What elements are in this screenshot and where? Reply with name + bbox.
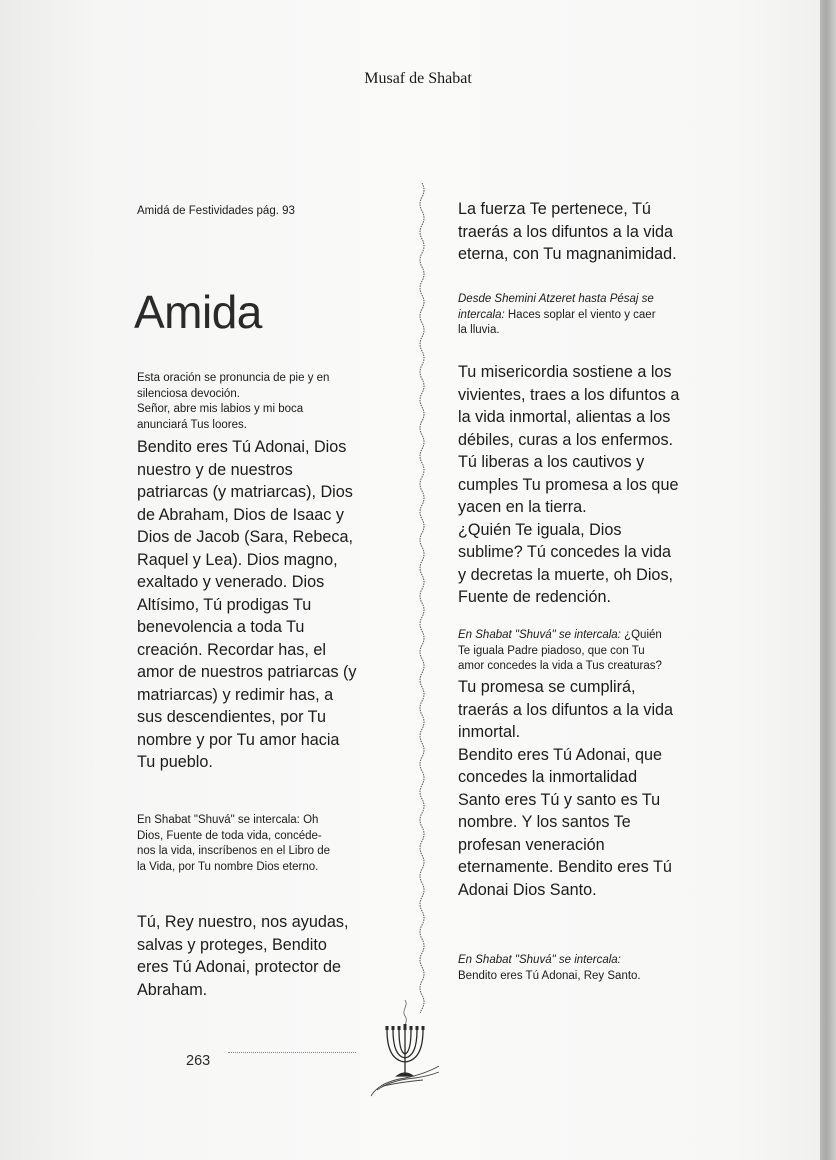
text-line: sus descendientes, por Tu — [137, 708, 326, 726]
text-line: Dios de Jacob (Sara, Rebeca, — [137, 528, 353, 546]
menorah-icon — [365, 1000, 445, 1100]
text-line: traerás a los difuntos a la vida — [458, 222, 674, 241]
text-line: Tú liberas a los cautivos y — [458, 453, 645, 471]
text-line: eternamente. Bendito eres Tú — [458, 858, 672, 876]
text-line: Tú, Rey nuestro, nos ayudas, — [137, 913, 349, 931]
blessing-protector — [137, 911, 348, 1001]
text-line: Tu promesa se cumplirá, — [458, 678, 636, 696]
text-line: amor de nuestros patriarcas (y — [137, 663, 357, 681]
intro-line: Señor, abre mis labios y mi boca — [137, 403, 304, 415]
text-line: concedes la inmortalidad — [458, 768, 638, 786]
text-line: Tu misericordia sostiene a los — [458, 363, 672, 381]
wavy-line — [420, 183, 424, 1013]
text-line: profesan veneración — [458, 835, 605, 854]
note-italic: En Shabat "Shuvá" se intercala: — [458, 629, 621, 641]
text-line: salvas y proteges, Bendito — [137, 935, 327, 954]
wavy-column-divider — [404, 183, 444, 1013]
footer-dotted-rule — [228, 1052, 356, 1053]
text-line: Abraham. — [137, 980, 208, 999]
note-line: amor concedes la vida a Tus creaturas? — [458, 660, 662, 672]
text-line: matriarcas) y redimir has, a — [137, 685, 334, 704]
text-line: inmortal. — [458, 723, 521, 741]
text-line: Bendito eres Tú Adonai, que — [458, 745, 662, 764]
text-line: benevolencia a toda Tu — [137, 618, 305, 636]
note-line: la lluvia. — [458, 324, 500, 336]
intro-line: Esta oración se pronuncia de pie y en — [137, 372, 330, 384]
gevurot-body — [458, 361, 679, 609]
shabbat-shuva-insert-note-3 — [458, 953, 641, 984]
blessing-avot — [137, 436, 357, 774]
text-line: Santo eres Tú y santo es Tu — [458, 790, 661, 809]
text-line: Tu pueblo. — [137, 753, 213, 771]
note-line: nos la vida, inscríbenos en el Libro de — [137, 845, 331, 857]
note-line: Bendito eres Tú Adonai, Rey Santo. — [458, 969, 641, 982]
cross-reference: Amidá de Festividades pág. 93 — [137, 205, 295, 217]
text-line: nombre. Y los santos Te — [458, 813, 631, 831]
shabbat-shuva-insert-note-2 — [458, 628, 662, 675]
text-line: ¿Quién Te iguala, Dios — [458, 520, 622, 539]
shabbat-shuva-insert-note — [137, 813, 330, 875]
text-line: Fuente de redención. — [458, 588, 611, 606]
text-line: vivientes, traes a los difuntos a — [458, 385, 680, 404]
note-line: Dios, Fuente de toda vida, concéde- — [137, 829, 322, 842]
gevurot-opening — [458, 198, 677, 266]
note-line: Te iguala Padre piadoso, que con Tu — [458, 644, 645, 657]
text-line: yacen en la tierra. — [458, 498, 587, 516]
text-line: Altísimo, Tú prodigas Tu — [137, 595, 312, 614]
text-line: nombre y por Tu amor hacia — [137, 730, 340, 749]
text-line: Bendito eres Tú Adonai, Dios — [137, 438, 347, 456]
text-line: cumples Tu promesa a los que — [458, 475, 679, 494]
text-line: de Abraham, Dios de Isaac y — [137, 505, 344, 524]
text-line: eterna, con Tu magnanimidad. — [458, 245, 677, 263]
running-head: Musaf de Shabat — [364, 70, 472, 87]
text-line: la vida inmortal, alientas a los — [458, 408, 671, 426]
note-line: En Shabat "Shuvá" se intercala: Oh — [137, 814, 319, 826]
note-italic: intercala: — [458, 308, 505, 321]
note-italic: Desde Shemini Atzeret hasta Pésaj se — [458, 293, 654, 305]
page-edge-shadow — [820, 0, 836, 1160]
note-italic: En Shabat "Shuvá" se intercala: — [458, 954, 621, 966]
text-line: Raquel y Lea). Dios magno, — [137, 550, 338, 569]
page-number: 263 — [186, 1053, 211, 1069]
section-title: Amida — [134, 286, 262, 338]
text-line: patriarcas (y matriarcas), Dios — [137, 483, 353, 501]
text-line: y decretas la muerte, oh Dios, — [458, 565, 674, 584]
intro-line: anunciará Tus loores. — [137, 418, 247, 431]
note-text: ¿Quién — [620, 629, 662, 641]
text-line: creación. Recordar has, el — [137, 640, 326, 659]
text-line: La fuerza Te pertenece, Tú — [458, 200, 651, 218]
seasonal-insert-note — [458, 292, 656, 339]
text-line: Adonai Dios Santo. — [458, 880, 597, 899]
note-text: Haces soplar el viento y caer — [504, 308, 656, 321]
intro-instruction — [137, 371, 329, 433]
text-line: débiles, curas a los enfermos. — [458, 430, 674, 449]
intro-line: silenciosa devoción. — [137, 387, 240, 400]
text-line: exaltado y venerado. Dios — [137, 573, 325, 591]
text-line: nuestro y de nuestros — [137, 460, 293, 479]
text-line: eres Tú Adonai, protector de — [137, 958, 341, 976]
note-line: la Vida, por Tu nombre Dios eterno. — [137, 860, 319, 873]
text-line: traerás a los difuntos a la vida — [458, 700, 674, 719]
kedusha-paragraph — [458, 676, 673, 901]
text-line: sublime? Tú concedes la vida — [458, 543, 671, 561]
